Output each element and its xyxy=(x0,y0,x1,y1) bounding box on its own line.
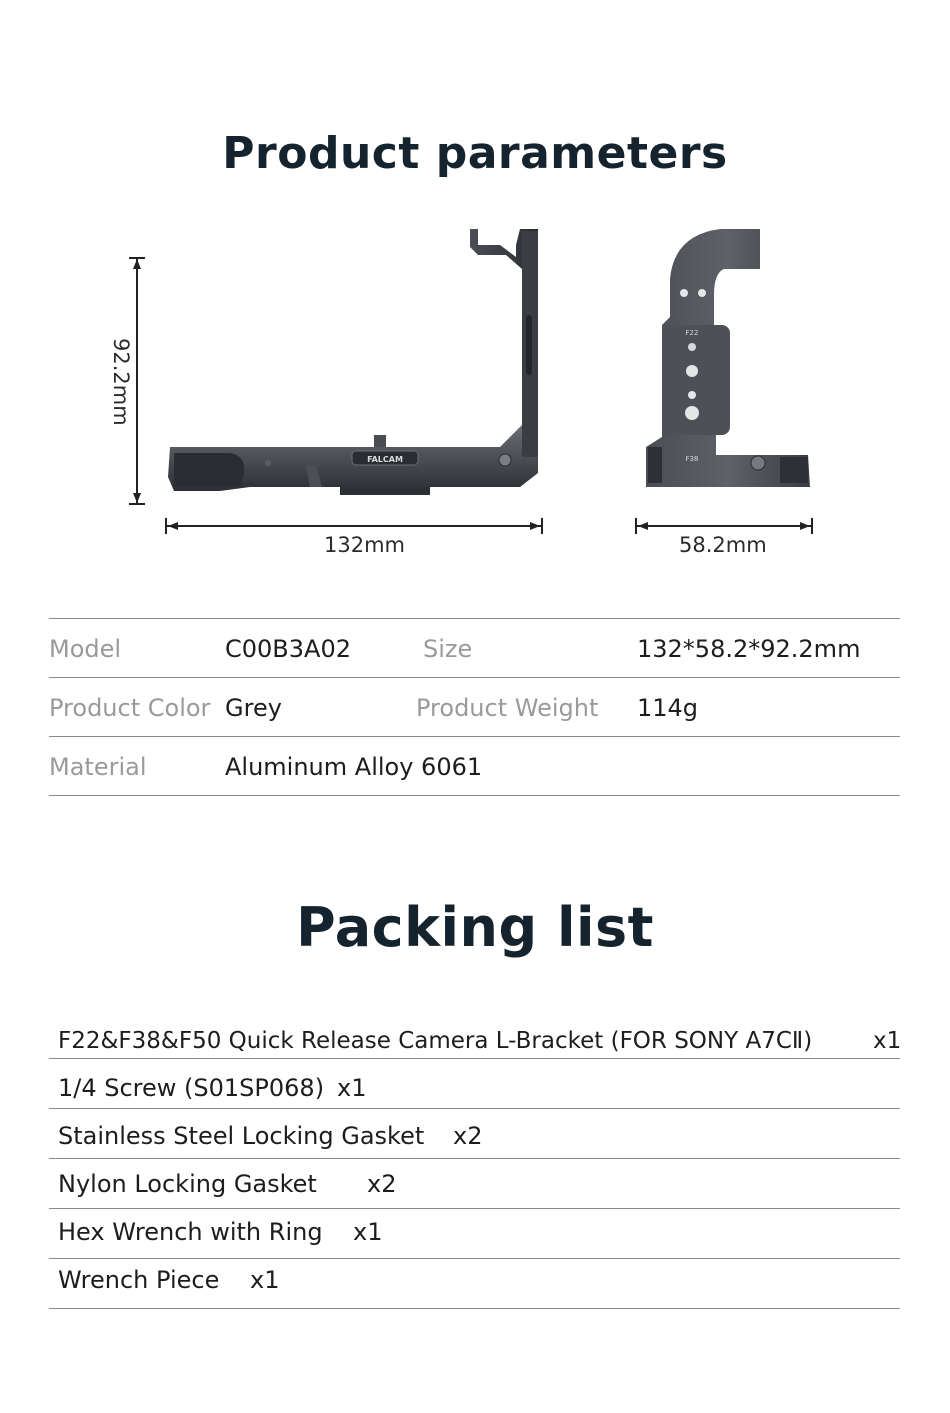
item-name: Wrench Piece xyxy=(58,1266,220,1294)
spec-value: C00B3A02 xyxy=(225,635,351,663)
side-mark-f22: F22 xyxy=(685,329,699,337)
item-qty: x2 xyxy=(367,1170,397,1198)
item-name: 1/4 Screw (S01SP068) xyxy=(58,1074,325,1102)
spec-value: 114g xyxy=(637,694,699,722)
spec-label: Product Weight xyxy=(416,694,599,722)
packing-list-title: Packing list xyxy=(296,896,654,959)
item-name: Nylon Locking Gasket xyxy=(58,1170,317,1198)
item-qty: x1 xyxy=(873,1028,902,1054)
list-item xyxy=(49,1159,900,1209)
spec-value: 132*58.2*92.2mm xyxy=(637,635,861,663)
list-item xyxy=(49,1059,900,1109)
item-qty: x1 xyxy=(353,1218,383,1246)
spec-row-material xyxy=(49,737,900,796)
list-item xyxy=(49,1109,900,1159)
spec-label: Model xyxy=(49,635,122,663)
item-name: F22&F38&F50 Quick Release Camera L-Bracket (FOR SONY A7CⅡ) xyxy=(58,1028,813,1054)
list-item xyxy=(49,1209,900,1259)
spec-value: Aluminum Alloy 6061 xyxy=(225,753,483,781)
brand-plate-text: FALCAM xyxy=(367,455,403,464)
width-label: 58.2mm xyxy=(679,533,767,557)
spec-row-color xyxy=(49,678,900,737)
item-name: Stainless Steel Locking Gasket xyxy=(58,1122,425,1150)
l-bracket-side-image xyxy=(640,225,820,495)
item-qty: x1 xyxy=(250,1266,280,1294)
l-bracket-front-image xyxy=(160,225,550,495)
item-name: Hex Wrench with Ring xyxy=(58,1218,323,1246)
list-item xyxy=(49,1259,900,1309)
item-qty: x2 xyxy=(453,1122,483,1150)
spec-row-model xyxy=(49,619,900,678)
length-label: 132mm xyxy=(324,533,405,557)
spec-label: Size xyxy=(423,635,473,663)
spec-label: Product Color xyxy=(49,694,211,722)
spec-label: Material xyxy=(49,753,147,781)
spec-value: Grey xyxy=(225,694,282,722)
product-parameters-title: Product parameters xyxy=(222,128,728,179)
list-item xyxy=(49,1021,900,1059)
item-qty: x1 xyxy=(337,1074,367,1102)
height-label: 92.2mm xyxy=(109,338,133,426)
side-mark-f38: F38 xyxy=(685,455,699,463)
